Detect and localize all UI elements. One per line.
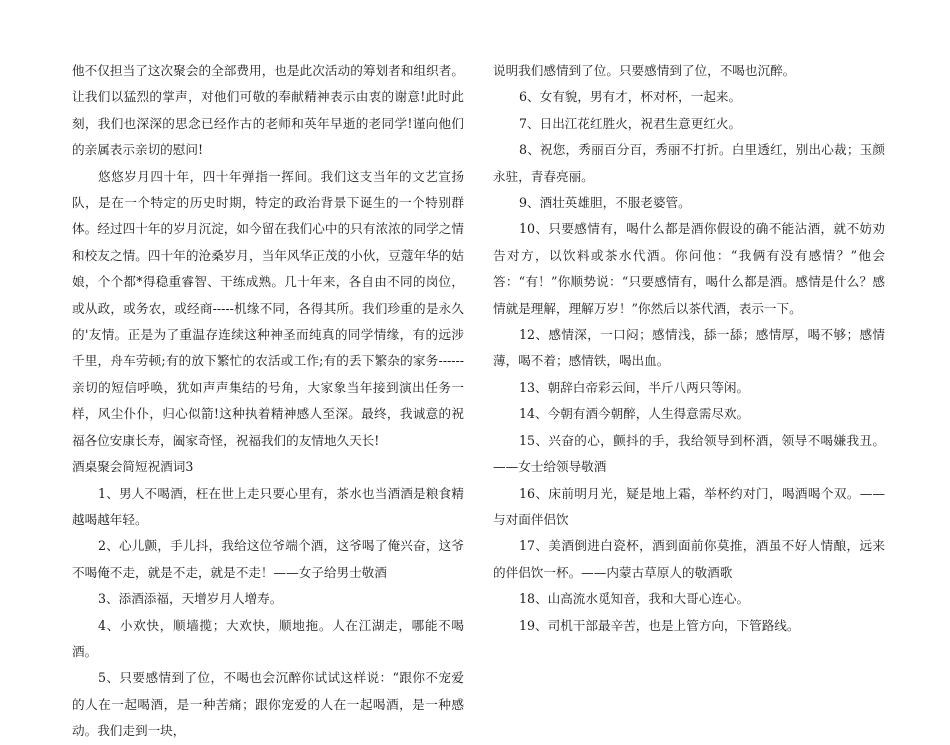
list-item: 10、只要感情有，喝什么都是酒你假设的确不能沾酒，就不妨劝告对方，以饮料或茶水代酒。你问他：“我俩有没有感情？”他会答：“有！”你顺势说：“只要感情有，喝什么都是酒。感情是什么？感情就是理解，理解万岁！”你然后以茶代酒，表示一下。 [493, 221, 885, 316]
list-item: 5、只要感情到了位，不喝也会沉醉你试试这样说：“跟你不宠爱的人在一起喝酒，是一种苦痛；跟你宠爱的人在一起喝酒，是一种感动。我们走到一块， [72, 670, 464, 739]
list-item: 6、女有貌，男有才，杯对杯，一起来。 [519, 89, 742, 105]
paragraph: 他不仅担当了这次聚会的全部费用，也是此次活动的筹划者和组织者。让我们以猛烈的掌声，对他们可敬的奉献精神表示由衷的谢意!此时此刻，我们也深深的思念已经作古的老师和英年早逝的老同学!谨向他们的亲属表示亲切的慰问! [72, 63, 464, 158]
list-item: 7、日出江花红胜火，祝君生意更红火。 [519, 115, 742, 131]
paragraph: 悠悠岁月四十年，四十年弹指一挥间。我们这支当年的文艺宣扬队，是在一个特定的历史时期，特定的政治背景下诞生的一个特别群体。经过四十年的岁月沉淀，如今留在我们心中的只有浓浓的同学之情和校友之情。四十年的沧桑岁月，当年风华正茂的小伙，豆蔻年华的姑娘，个个都*得稳重睿智、干练成熟。几十年来，各自由不同的岗位，或从政，或务农，或经商-----机缘不同，各得其所。我们珍重的是永久的'友情。正是为了重温存连续这种神圣而纯真的同学情缘，有的远涉千里，舟车劳顿;有的放下繁忙的农活或工作;有的丢下繁杂的家务------亲切的短信呼唤，犹如声声集结的号角，大家象当年接到演出任务一样，风尘仆仆，归心似箭!这种执着精神感人至深。最终，我诚意的祝福各位安康长寿，阖家奇怪，祝福我们的友情地久天长! [72, 168, 464, 448]
right-column [493, 58, 885, 639]
list-item: 15、兴奋的心，颤抖的手，我给领导到杯酒，领导不喝嫌我丑。——女士给领导敬酒 [493, 432, 885, 475]
section-heading: 酒桌聚会简短祝酒词3 [72, 459, 194, 475]
paragraph: 说明我们感情到了位。只要感情到了位，不喝也沉醉。 [493, 63, 796, 78]
list-item: 16、床前明月光，疑是地上霜，举杯约对门，喝酒喝个双。——与对面伴侣饮 [493, 485, 885, 527]
left-column [72, 58, 464, 745]
list-item: 18、山高流水觅知音，我和大哥心连心。 [519, 591, 750, 607]
list-item: 2、心儿颤，手儿抖，我给这位爷端个酒，这爷喝了俺兴奋，这爷不喝俺不走，就是不走，就是不走！——女子给男士敬酒 [72, 538, 464, 580]
list-item: 19、司机干部最辛苦，也是上管方向，下管路线。 [519, 617, 800, 633]
list-item: 9、酒壮英雄胆，不服老婆管。 [519, 195, 691, 211]
list-item: 17、美酒倒进白瓷杯，酒到面前你莫推，酒虽不好人情酿，远来的伴侣饮一杯。——内蒙古草原人的敬酒歌 [493, 538, 885, 580]
list-item: 1、男人不喝酒，枉在世上走只要心里有，茶水也当酒酒是粮食精越喝越年轻。 [72, 485, 464, 527]
list-item: 3、添酒添福，天增岁月人增寿。 [98, 591, 283, 607]
list-item: 8、祝您，秀丽百分百，秀丽不打折。白里透红，别出心裁；玉颜永驻，青春亮丽。 [493, 142, 885, 184]
list-item: 12、感情深，一口闷；感情浅，舔一舔；感情厚，喝不够；感情薄，喝不着；感情铁，喝出血。 [493, 327, 885, 369]
list-item: 14、今朝有酒今朝醉，人生得意需尽欢。 [519, 406, 750, 422]
list-item: 4、小欢快，顺墙揽；大欢快，顺地拖。人在江湖走，哪能不喝酒。 [72, 617, 464, 659]
list-item: 13、朝辞白帝彩云间，半斤八两只等闲。 [519, 379, 750, 395]
